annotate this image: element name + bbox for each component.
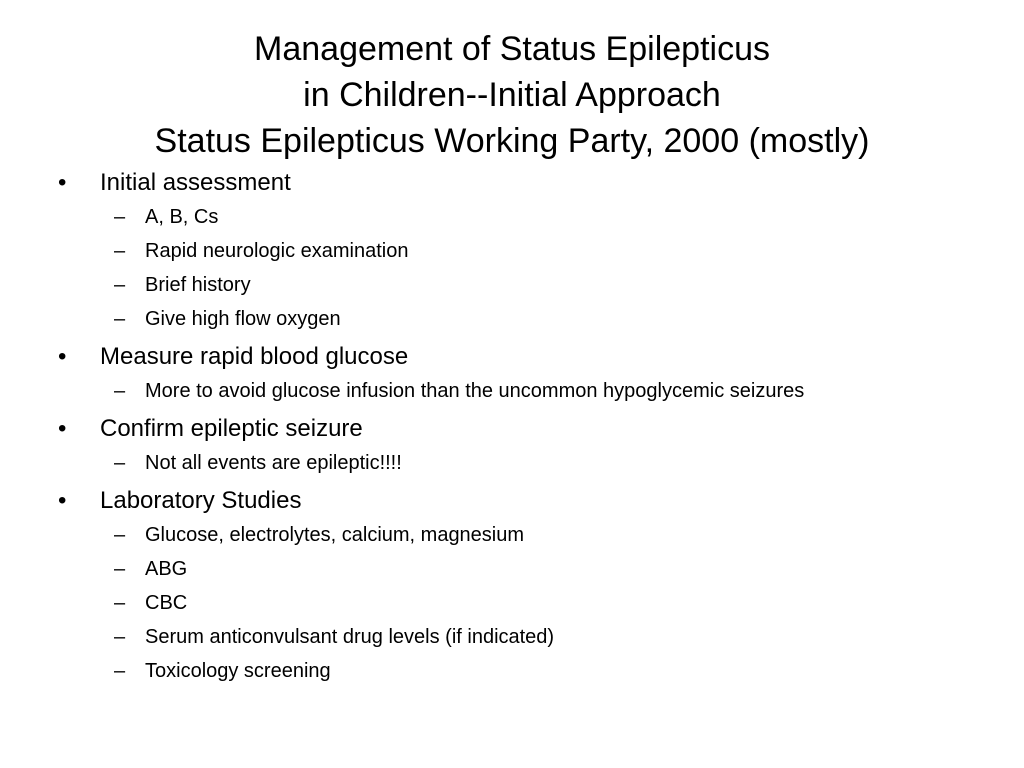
dash-icon: – xyxy=(114,592,126,614)
sub-bullet-item xyxy=(58,450,958,476)
sub-bullet-text: Glucose, electrolytes, calcium, magnesium xyxy=(145,524,525,546)
sub-bullet-item xyxy=(58,624,958,650)
dash-icon: – xyxy=(114,380,126,402)
sub-bullet-text: Give high flow oxygen xyxy=(145,308,341,330)
title-line-1: Management of Status Epilepticus xyxy=(254,30,770,68)
sub-bullet-text: CBC xyxy=(145,592,188,614)
bullet-text: Measure rapid blood glucose xyxy=(100,343,409,370)
sub-bullet-text: Toxicology screening xyxy=(145,660,331,682)
sub-bullet-item xyxy=(58,522,958,548)
sub-bullet-text: Serum anticonvulsant drug levels (if indicated) xyxy=(145,626,555,648)
sub-bullet-item xyxy=(58,204,958,230)
dash-icon: – xyxy=(114,308,126,330)
sub-bullet-item xyxy=(58,378,958,404)
sub-bullet-text: Brief history xyxy=(145,274,251,296)
bullet-item xyxy=(58,340,958,374)
dash-icon: – xyxy=(114,660,126,682)
sub-bullet-item xyxy=(58,272,958,298)
slide-title xyxy=(40,26,984,164)
dash-icon: – xyxy=(114,274,126,296)
dash-icon: – xyxy=(114,206,126,228)
sub-bullet-text: ABG xyxy=(145,558,188,580)
dash-icon: – xyxy=(114,626,126,648)
sub-bullet-item xyxy=(58,556,958,582)
sub-bullet-item xyxy=(58,306,958,332)
bullet-dot-icon: • xyxy=(58,415,67,442)
bullet-dot-icon: • xyxy=(58,343,67,370)
bullet-item xyxy=(58,412,958,446)
dash-icon: – xyxy=(114,240,126,262)
title-line-3: Status Epilepticus Working Party, 2000 (mostly) xyxy=(154,122,870,160)
bullet-text: Confirm epileptic seizure xyxy=(100,415,363,442)
sub-bullet-item xyxy=(58,238,958,264)
sub-bullet-text: Rapid neurologic examination xyxy=(145,240,409,262)
title-line-2: in Children--Initial Approach xyxy=(303,76,721,114)
sub-bullet-text: Not all events are epileptic!!!! xyxy=(145,452,402,474)
dash-icon: – xyxy=(114,558,126,580)
sub-bullet-item xyxy=(58,658,958,684)
bullet-dot-icon: • xyxy=(58,487,67,514)
dash-icon: – xyxy=(114,452,126,474)
sub-bullet-item xyxy=(58,590,958,616)
bullet-item xyxy=(58,166,958,200)
sub-bullet-text: A, B, Cs xyxy=(145,206,219,228)
bullet-item xyxy=(58,484,958,518)
sub-bullet-text: More to avoid glucose infusion than the uncommon hypoglycemic seizures xyxy=(145,380,805,402)
dash-icon: – xyxy=(114,524,126,546)
bullet-dot-icon: • xyxy=(58,169,67,196)
bullet-text: Initial assessment xyxy=(100,169,291,196)
bullet-text: Laboratory Studies xyxy=(100,487,302,514)
bullet-list xyxy=(58,166,958,684)
